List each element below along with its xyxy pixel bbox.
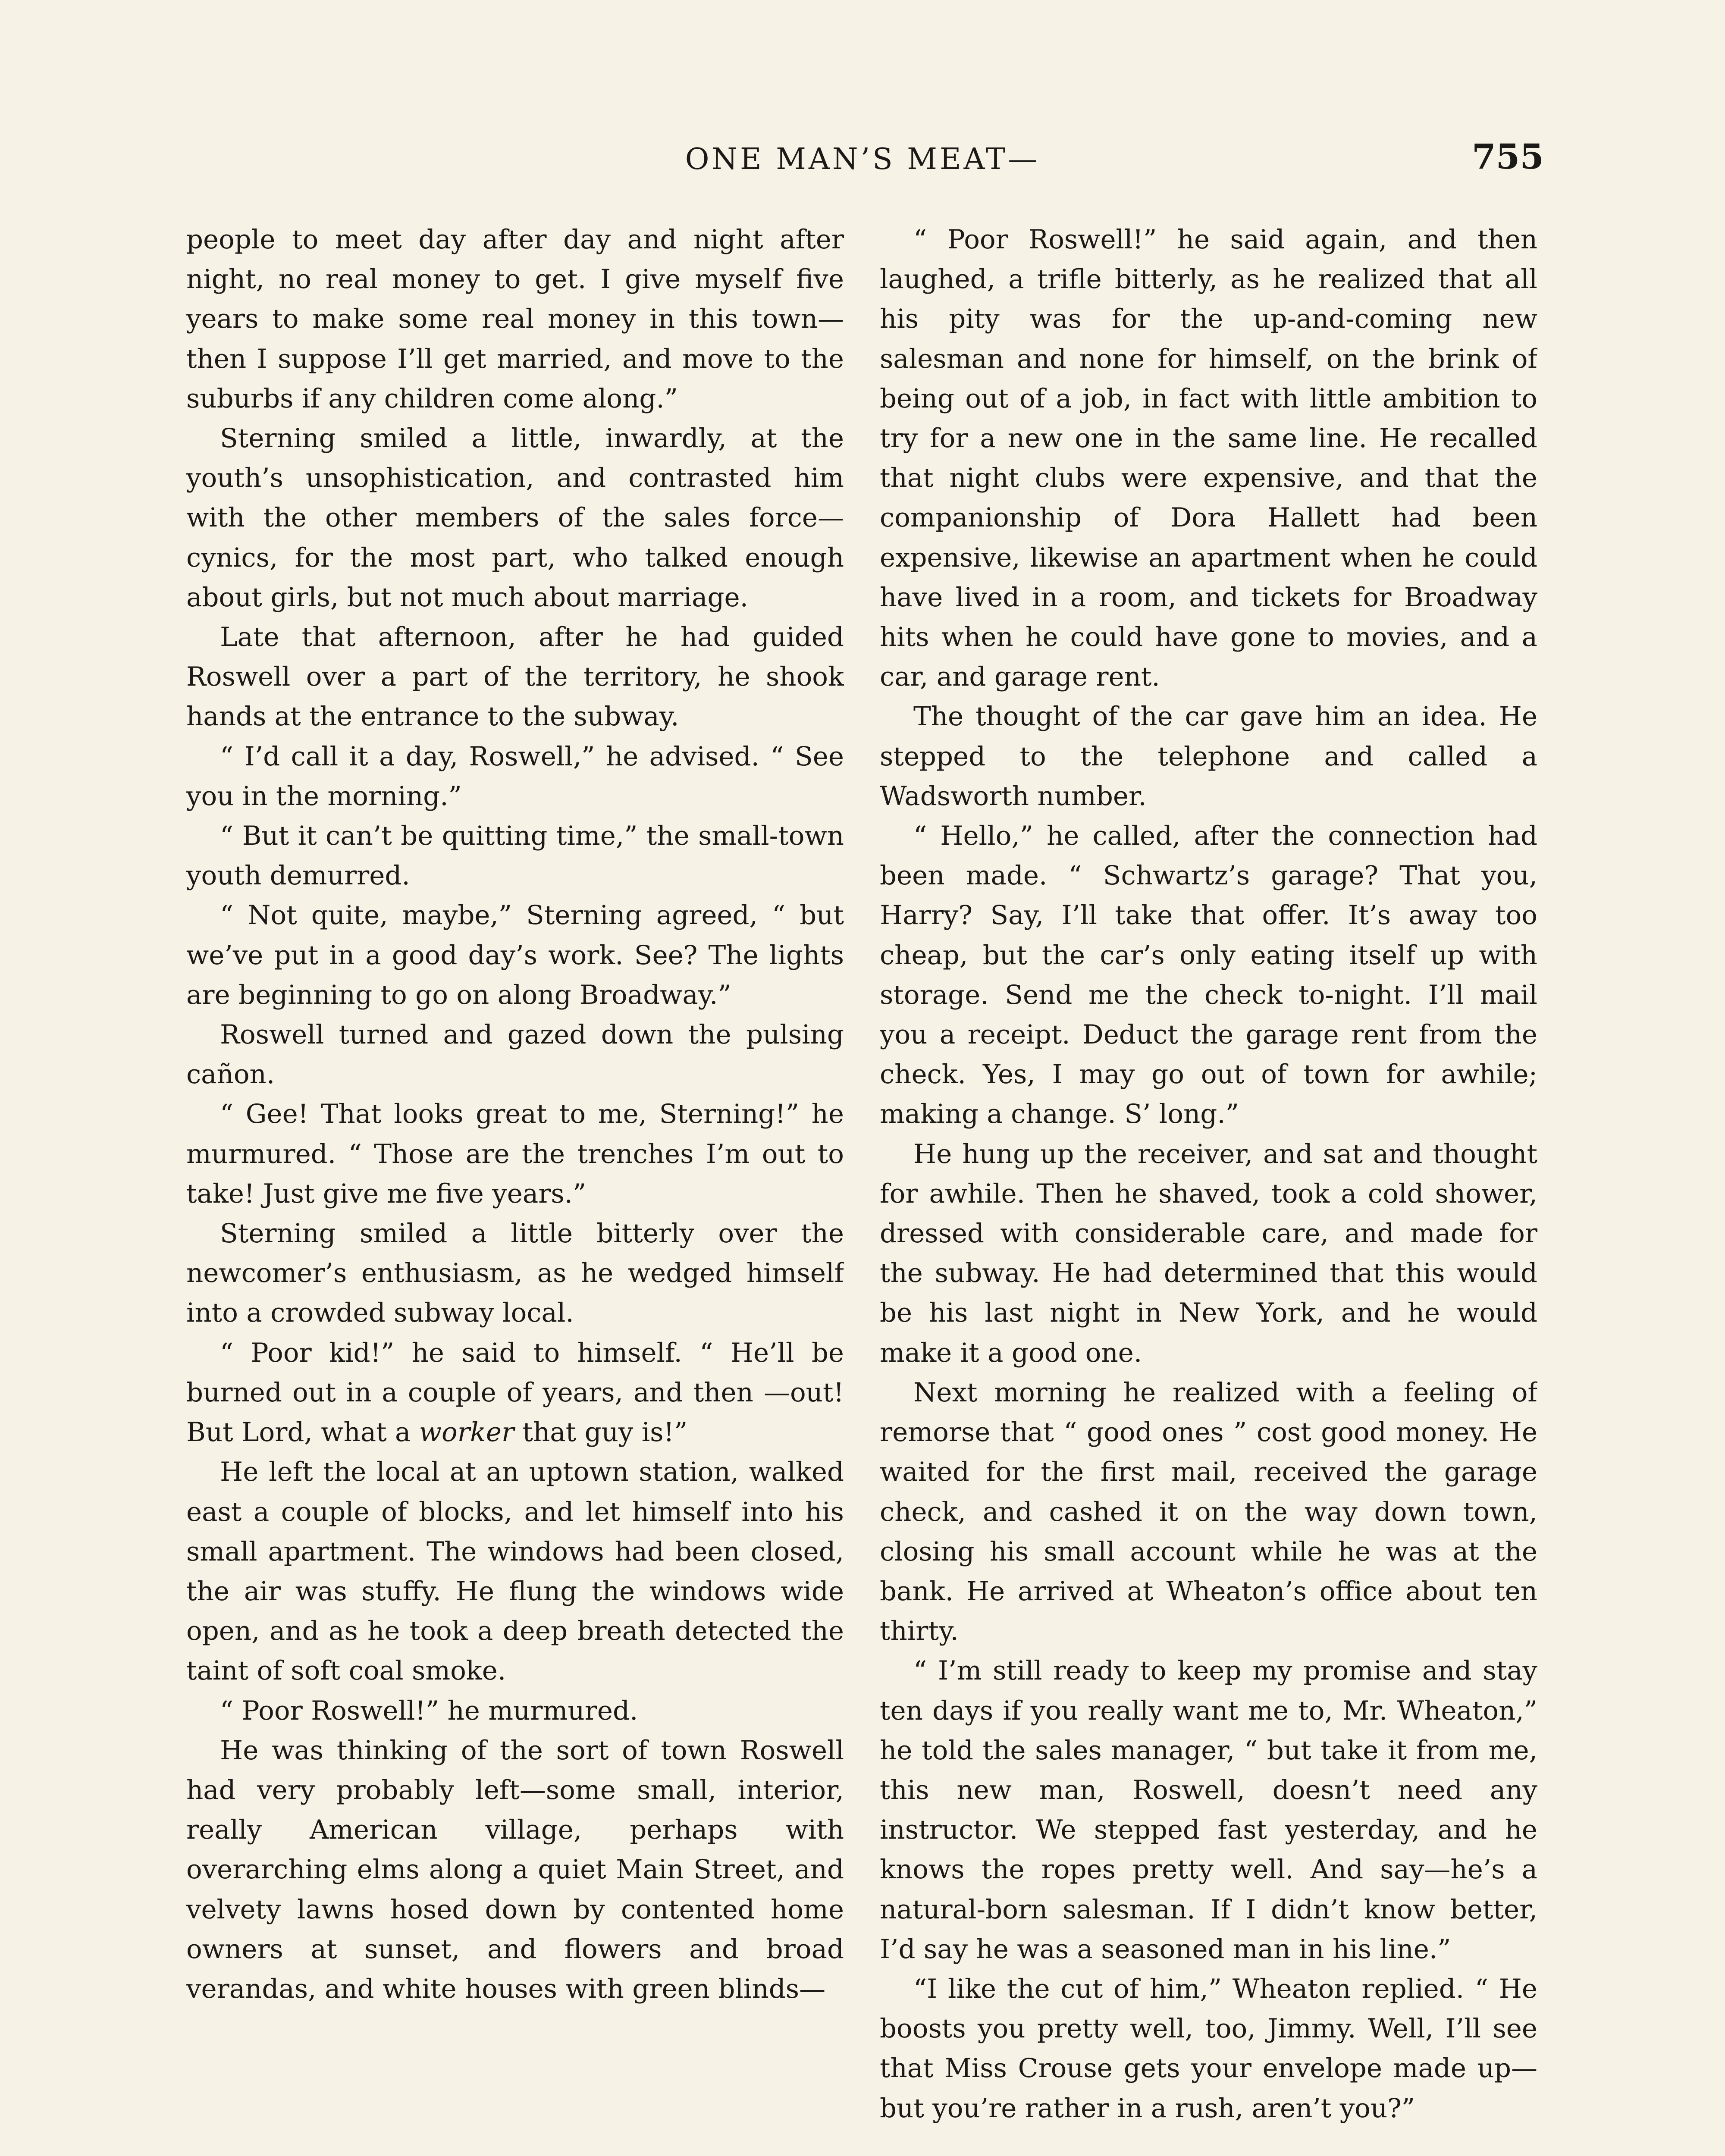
paragraph xyxy=(186,1333,844,1453)
paragraph-text: that guy is!” xyxy=(514,1417,688,1448)
paragraph: “ Poor Roswell!” he murmured. xyxy=(220,1695,638,1726)
paragraph: “ Not quite, maybe,” Sterning agreed, “ but we’ve put in a good day’s work. See? The lights are beginning to go on along Broadway.” xyxy=(186,900,844,1010)
emphasized-word: worker xyxy=(419,1417,514,1448)
paragraph: “ I’d call it a day, Roswell,” he advised. “ See you in the morning.” xyxy=(186,741,844,812)
paragraph: Sterning smiled a little bitterly over the newcomer’s enthusiasm, as he wedged himself into a crowded subway local. xyxy=(186,1218,844,1329)
paragraph: “ But it can’t be quitting time,” the small-town youth demurred. xyxy=(186,821,844,891)
paragraph: The thought of the car gave him an idea. He stepped to the telephone and called a Wadsworth number. xyxy=(880,701,1537,812)
paragraph: Late that afternoon, after he had guided Roswell over a part of the territory, he shook hands at the entrance to the subway. xyxy=(186,622,844,732)
paragraph: “I like the cut of him,” Wheaton replied. “ He boosts you pretty well, too, Jimmy. Well, I’ll see that Miss Crouse gets your envelope made up—but you’re rather in a rush, aren’t you?” xyxy=(880,1973,1537,2124)
left-column xyxy=(186,220,844,2156)
paragraph: “ Poor Roswell!” he said again, and then laughed, a trifle bitterly, as he realized that all his pity was for the up-and-coming new salesman and none for himself, on the brink of being out of a job, in fact with little ambition to try for a new one in the same line. He recalled that night clubs were expensive, and that the companionship of Dora Hallett had been expensive, likewise an apartment when he could have lived in a room, and tickets for Broadway hits when he could have gone to movies, and a car, and garage rent. xyxy=(880,224,1537,693)
paragraph: He was thinking of the sort of town Roswell had very probably left—some small, interior, really American village, perhaps with overarching elms along a quiet Main Street, and velvety lawns hosed down by contented home owners at sunset, and flowers and broad verandas, and white houses with green blinds— xyxy=(186,1735,844,2004)
paragraph: “ I’m still ready to keep my promise and stay ten days if you really want me to, Mr. Wheaton,” he told the sales manager, “ but take it from me, this new man, Roswell, doesn’t need any instructor. We stepped fast yesterday, and he knows the ropes pretty well. And say—he’s a natural-born salesman. If I didn’t know better, I’d say he was a seasoned man in his line.” xyxy=(880,1655,1537,1965)
paragraph: “ Hello,” he called, after the connection had been made. “ Schwartz’s garage? That you, Harry? Say, I’ll take that offer. It’s away too cheap, but the car’s only eating itself up with storage. Send me the check to-night. I’ll mail you a receipt. Deduct the garage rent from the check. Yes, I may go out of town for awhile; making a change. S’ long.” xyxy=(880,821,1537,1130)
paragraph: Next morning he realized with a feeling of remorse that “ good ones ” cost good money. He waited for the first mail, received the garage check, and cashed it on the way down town, closing his small account while he was at the bank. He arrived at Wheaton’s office about ten thirty. xyxy=(880,1377,1537,1647)
paragraph-text: “ Poor kid!” he said to himself. “ He’ll be burned out in a couple of years, and then —out! But Lord, what a xyxy=(186,1337,844,1448)
running-title: ONE MAN’S MEAT— xyxy=(685,142,1040,176)
paragraph: Roswell turned and gazed down the pulsing cañon. xyxy=(186,1019,844,1090)
paragraph: He left the local at an uptown station, walked east a couple of blocks, and let himself into his small apartment. The windows had been closed, the air was stuffy. He flung the windows wide open, and as he took a deep breath detected the taint of soft coal smoke. xyxy=(186,1457,844,1686)
paragraph: “ Gee! That looks great to me, Sterning!” he murmured. “ Those are the trenches I’m out to take! Just give me five years.” xyxy=(186,1099,844,1209)
paragraph: people to meet day after day and night after night, no real money to get. I give myself five years to make some real money in this town—then I suppose I’ll get married, and move to the suburbs if any children come along.” xyxy=(186,224,844,414)
page-number: 755 xyxy=(1472,136,1544,177)
paragraph: Sterning smiled a little, inwardly, at the youth’s unsophistication, and contrasted him with the other members of the sales force—cynics, for the most part, who talked enough about girls, but not much about marriage. xyxy=(186,423,844,613)
running-head xyxy=(181,129,1544,181)
right-column xyxy=(880,220,1537,2156)
paragraph: He hung up the receiver, and sat and thought for awhile. Then he shaved, took a cold shower, dressed with considerable care, and made for the subway. He had determined that this would be his last night in New York, and he would make it a good one. xyxy=(880,1138,1537,1368)
